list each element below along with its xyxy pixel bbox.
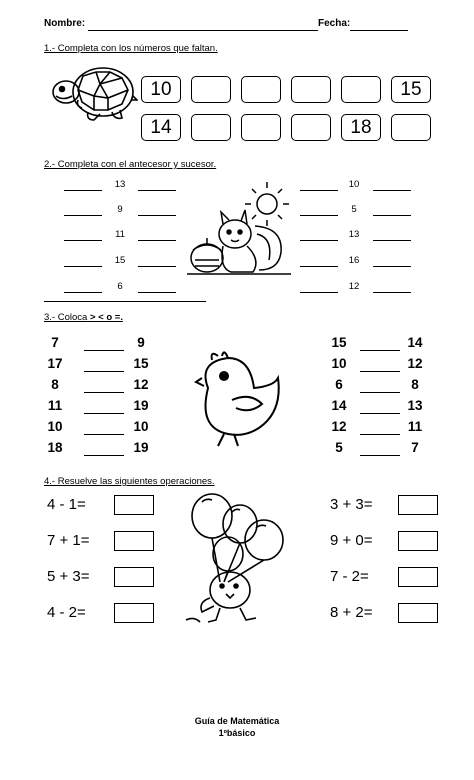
compare-blank[interactable] <box>360 455 400 456</box>
operation-label: 8 + 2= <box>330 604 373 621</box>
operation-label: 7 - 2= <box>330 568 369 585</box>
s3-number: 11 <box>47 398 63 413</box>
s3-number: 13 <box>407 398 423 413</box>
bird-icon <box>188 348 288 448</box>
s2-number: 16 <box>348 255 360 266</box>
s3-number: 12 <box>331 419 347 434</box>
section3-title-symbols: > < o =. <box>89 312 123 323</box>
answer-box[interactable] <box>114 567 154 587</box>
s3-number: 7 <box>51 335 59 350</box>
s3-number: 9 <box>137 335 145 350</box>
s2-number: 9 <box>117 204 123 215</box>
s3-number: 19 <box>133 398 149 413</box>
answer-box[interactable] <box>398 495 438 515</box>
s3-number: 14 <box>331 398 347 413</box>
compare-blank[interactable] <box>360 413 400 414</box>
compare-blank[interactable] <box>84 434 124 435</box>
fecha-label: Fecha: <box>318 18 351 29</box>
compare-blank[interactable] <box>84 392 124 393</box>
answer-box[interactable] <box>398 603 438 623</box>
operation-label: 4 - 2= <box>47 604 86 621</box>
chick-balloons-icon <box>180 490 292 625</box>
s3-number: 11 <box>407 419 423 434</box>
answer-box[interactable] <box>398 531 438 551</box>
compare-blank[interactable] <box>84 413 124 414</box>
sucesor-blank[interactable] <box>138 292 176 293</box>
number-box[interactable]: 14 <box>141 114 181 141</box>
number-box[interactable] <box>241 76 281 103</box>
section1-title: 1.- Completa con los números que faltan. <box>44 43 218 54</box>
s3-number: 7 <box>411 440 419 455</box>
section3-title <box>44 312 123 323</box>
compare-blank[interactable] <box>360 392 400 393</box>
s2-number: 13 <box>348 229 360 240</box>
sucesor-blank[interactable] <box>138 266 176 267</box>
answer-box[interactable] <box>114 603 154 623</box>
s3-number: 19 <box>133 440 149 455</box>
fecha-line[interactable] <box>350 30 408 31</box>
s2-number: 11 <box>115 229 125 240</box>
number-box[interactable]: 18 <box>341 114 381 141</box>
s2-number: 15 <box>114 255 126 266</box>
number-box[interactable] <box>291 114 331 141</box>
compare-blank[interactable] <box>84 350 124 351</box>
s3-number: 14 <box>407 335 423 350</box>
s3-number: 10 <box>133 419 149 434</box>
s3-number: 10 <box>331 356 347 371</box>
sucesor-blank[interactable] <box>138 215 176 216</box>
section2-divider <box>44 301 206 302</box>
antecesor-blank[interactable] <box>64 240 102 241</box>
answer-box[interactable] <box>398 567 438 587</box>
antecesor-blank[interactable] <box>300 266 338 267</box>
antecesor-blank[interactable] <box>300 240 338 241</box>
turtle-icon <box>48 62 138 124</box>
sucesor-blank[interactable] <box>373 240 411 241</box>
s3-number: 12 <box>407 356 423 371</box>
s3-number: 10 <box>47 419 63 434</box>
section2-title: 2.- Completa con el antecesor y sucesor. <box>44 159 217 170</box>
compare-blank[interactable] <box>360 371 400 372</box>
antecesor-blank[interactable] <box>64 215 102 216</box>
sucesor-blank[interactable] <box>138 190 176 191</box>
s3-number: 8 <box>411 377 419 392</box>
s3-number: 8 <box>51 377 59 392</box>
sucesor-blank[interactable] <box>373 190 411 191</box>
number-box[interactable]: 15 <box>391 76 431 103</box>
compare-blank[interactable] <box>84 455 124 456</box>
antecesor-blank[interactable] <box>300 292 338 293</box>
s3-number: 17 <box>47 356 63 371</box>
footer-line1: Guía de Matemática <box>194 716 280 726</box>
s3-number: 6 <box>335 377 343 392</box>
operation-label: 9 + 0= <box>330 532 373 549</box>
s3-number: 15 <box>133 356 149 371</box>
section4-title: 4.- Resuelve las siguientes operaciones. <box>44 476 215 487</box>
compare-blank[interactable] <box>84 371 124 372</box>
antecesor-blank[interactable] <box>300 190 338 191</box>
s2-number: 6 <box>117 281 123 292</box>
s2-number: 13 <box>114 179 126 190</box>
sucesor-blank[interactable] <box>373 215 411 216</box>
answer-box[interactable] <box>114 531 154 551</box>
number-box[interactable] <box>291 76 331 103</box>
compare-blank[interactable] <box>360 434 400 435</box>
s2-number: 12 <box>348 281 360 292</box>
nombre-line[interactable] <box>88 30 318 31</box>
s3-number: 12 <box>133 377 149 392</box>
operation-label: 4 - 1= <box>47 496 86 513</box>
antecesor-blank[interactable] <box>64 190 102 191</box>
answer-box[interactable] <box>114 495 154 515</box>
sucesor-blank[interactable] <box>373 266 411 267</box>
s2-number: 5 <box>351 204 357 215</box>
antecesor-blank[interactable] <box>64 292 102 293</box>
section3-title-prefix: 3.- Coloca <box>44 312 88 323</box>
compare-blank[interactable] <box>360 350 400 351</box>
number-box[interactable] <box>391 114 431 141</box>
operation-label: 7 + 1= <box>47 532 90 549</box>
number-box[interactable] <box>191 114 231 141</box>
sucesor-blank[interactable] <box>138 240 176 241</box>
s3-number: 18 <box>47 440 63 455</box>
footer-line2: 1ºbásico <box>218 728 256 738</box>
squirrel-icon <box>183 180 295 280</box>
antecesor-blank[interactable] <box>64 266 102 267</box>
number-box[interactable]: 10 <box>141 76 181 103</box>
operation-label: 5 + 3= <box>47 568 90 585</box>
number-box[interactable] <box>341 76 381 103</box>
s3-number: 5 <box>335 440 343 455</box>
antecesor-blank[interactable] <box>300 215 338 216</box>
operation-label: 3 + 3= <box>330 496 373 513</box>
nombre-label: Nombre: <box>44 18 86 29</box>
sucesor-blank[interactable] <box>373 292 411 293</box>
s3-number: 15 <box>331 335 347 350</box>
s2-number: 10 <box>348 179 360 190</box>
number-box[interactable] <box>241 114 281 141</box>
number-box[interactable] <box>191 76 231 103</box>
